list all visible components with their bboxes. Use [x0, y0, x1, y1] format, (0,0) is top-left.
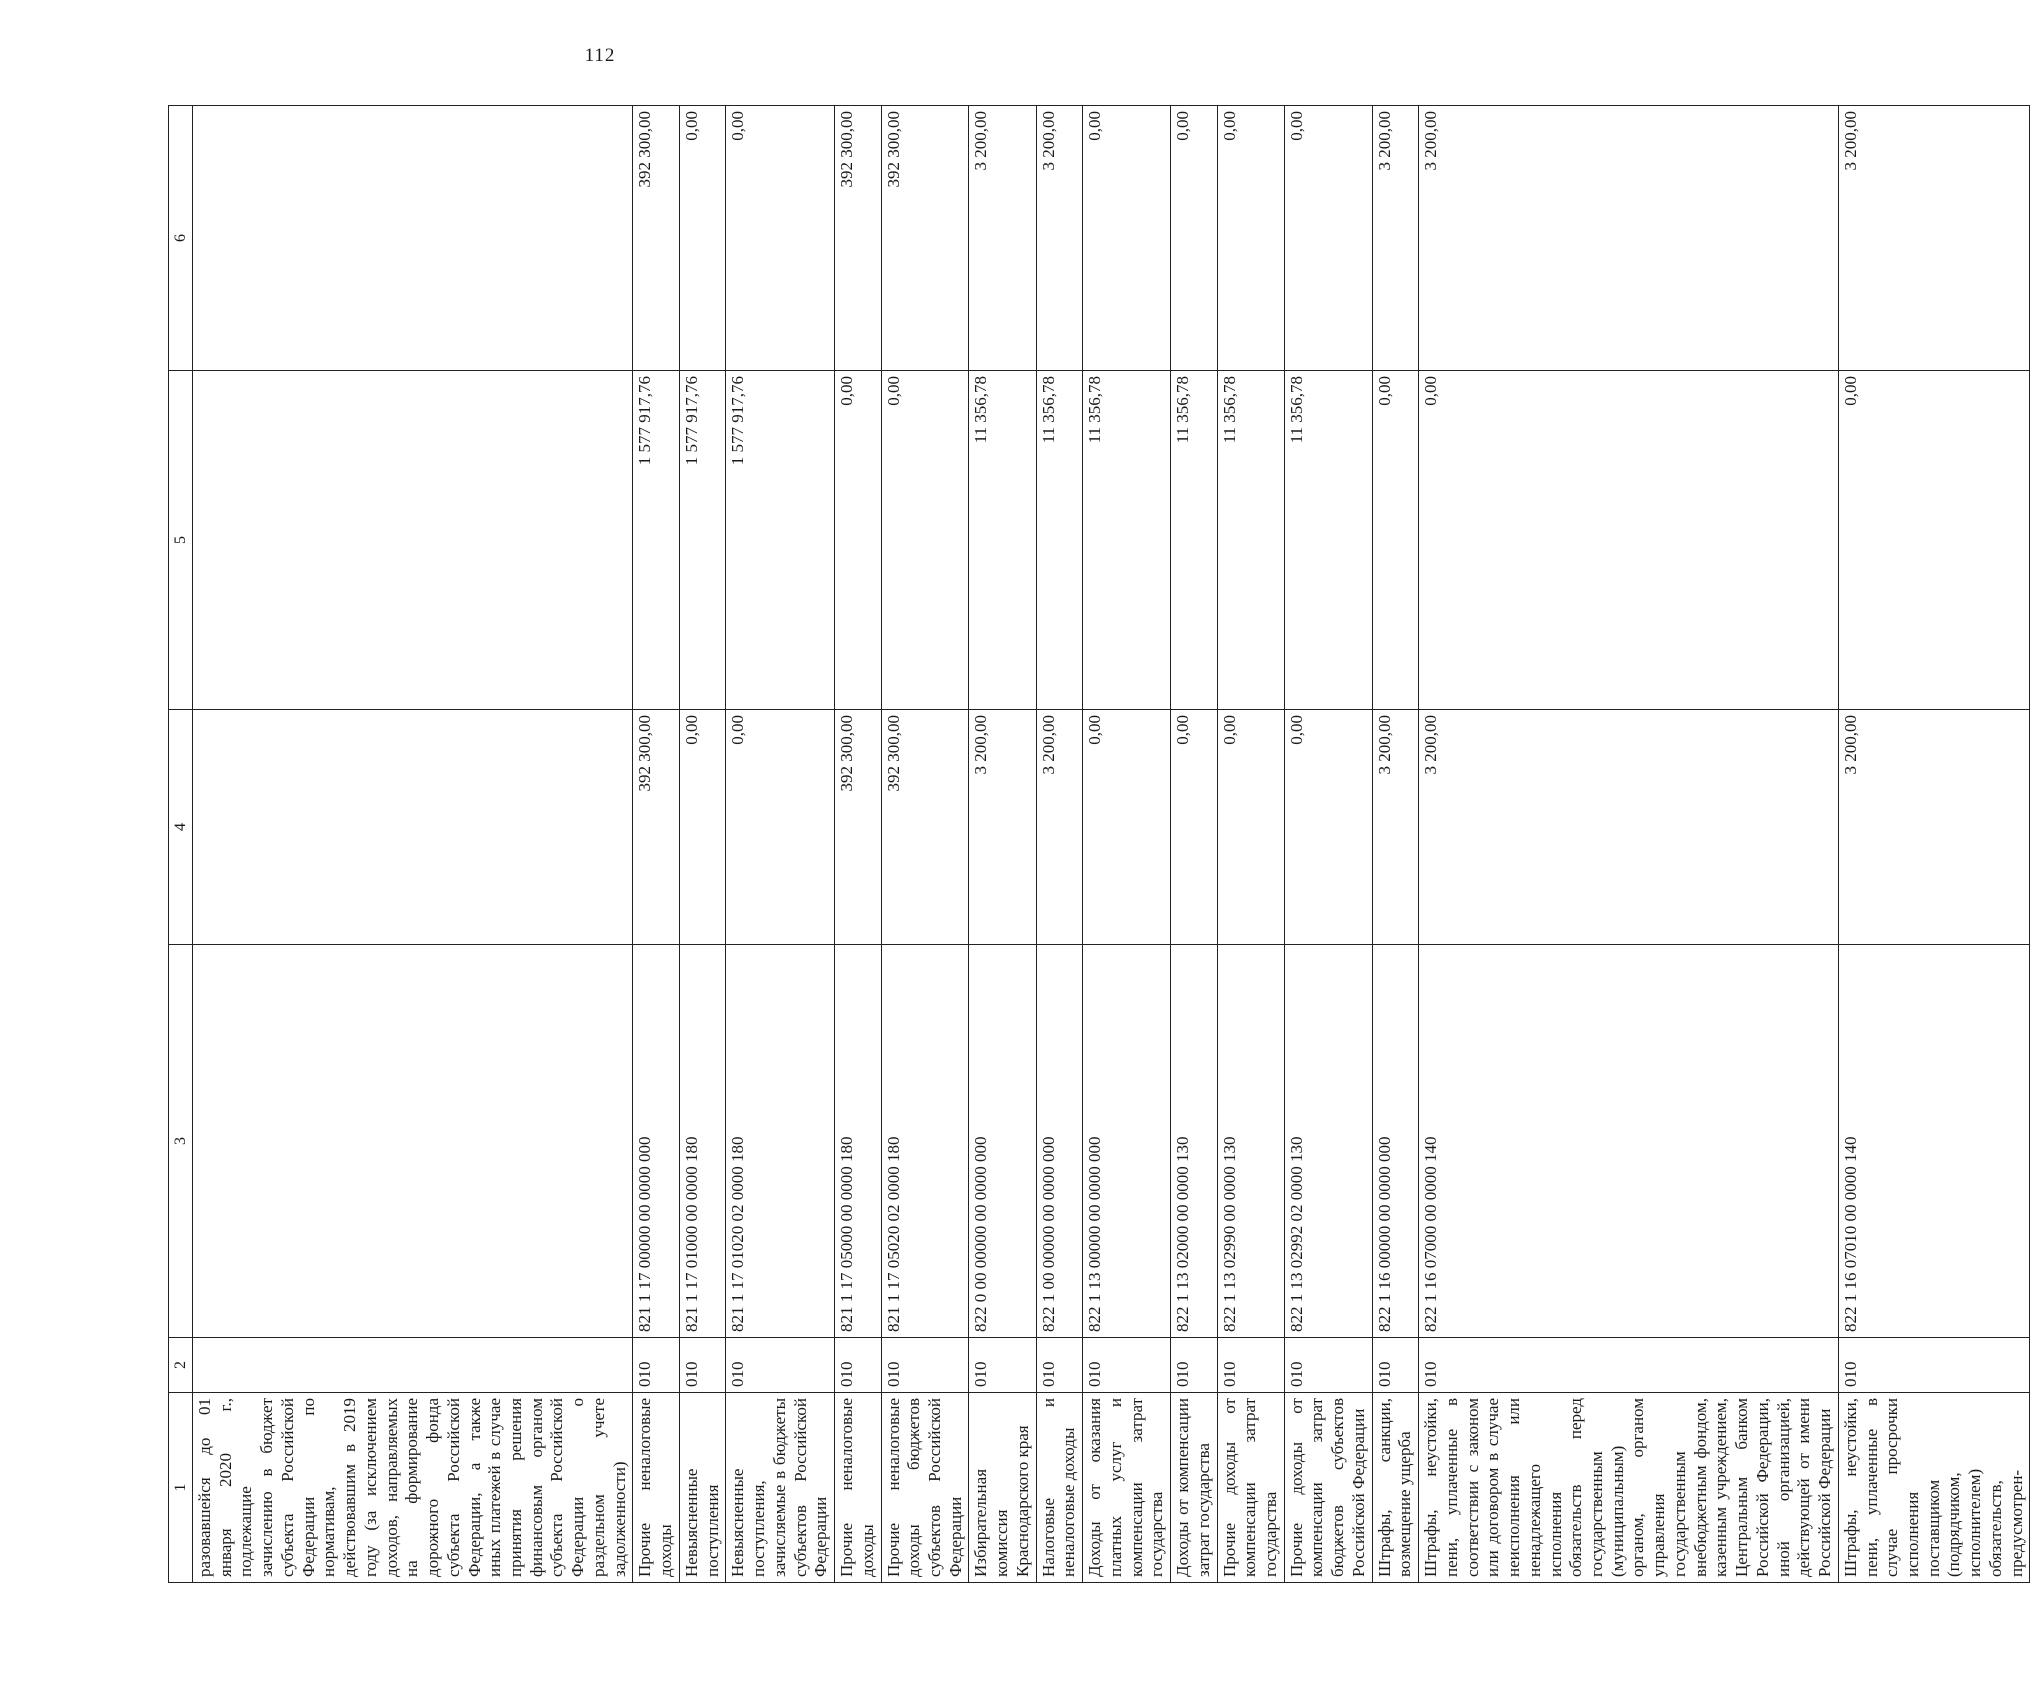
row-name-cell: разовавшейся до 01 января 2020 г., подлежащие зачислению в бюджет субъекта Российской Федерации по нормативам, действовавшим в 2019 году (за исключением доходов, направляемых на формирование дорожного фонда субъекта Российской Федерации, а также иных платежей в случае принятия решения финансовым органом субъекта Российской Федерации о раздельном учете задолженности) — [193, 1393, 633, 1583]
row-col5-cell: 0,00 — [1419, 371, 1839, 710]
row-code-cell: 010 — [1419, 1338, 1839, 1393]
page-number: 112 — [584, 45, 616, 66]
row-col4-cell: 0,00 — [679, 710, 725, 945]
table-row — [835, 106, 881, 1583]
row-col6-cell: 0,00 — [679, 106, 725, 371]
row-col5-cell: 11 356,78 — [1284, 371, 1372, 710]
header-cell: 2 — [169, 1338, 193, 1393]
row-col5-cell: 11 356,78 — [969, 371, 1036, 710]
revenue-table — [168, 105, 2030, 1583]
row-code-cell: 010 — [1838, 1338, 2030, 1393]
row-name-cell: Прочие доходы от компенсации затрат государства — [1217, 1393, 1284, 1583]
table-row — [1083, 106, 1171, 1583]
header-cell: 3 — [169, 945, 193, 1338]
row-kbk-cell: 821 1 17 05000 00 0000 180 — [835, 945, 881, 1338]
row-code-cell: 010 — [726, 1338, 835, 1393]
row-code-cell: 010 — [1372, 1338, 1418, 1393]
row-col4-cell: 3 200,00 — [1036, 710, 1082, 945]
table-row — [193, 106, 633, 1583]
row-name-cell: Прочие неналоговые доходы — [835, 1393, 881, 1583]
row-col6-cell: 0,00 — [726, 106, 835, 371]
row-col5-cell — [193, 371, 633, 710]
row-name-cell: Прочие неналоговые доходы — [633, 1393, 679, 1583]
table-row — [1838, 106, 2030, 1583]
row-col5-cell: 11 356,78 — [1036, 371, 1082, 710]
header-cell: 5 — [169, 371, 193, 710]
row-code-cell — [193, 1338, 633, 1393]
row-code-cell: 010 — [881, 1338, 969, 1393]
table-row — [1217, 106, 1284, 1583]
row-col6-cell: 0,00 — [1083, 106, 1171, 371]
row-code-cell: 010 — [969, 1338, 1036, 1393]
row-name-cell: Доходы от оказания платных услуг и компенсации затрат государства — [1083, 1393, 1171, 1583]
row-code-cell: 010 — [1284, 1338, 1372, 1393]
row-kbk-cell: 821 1 17 01000 00 0000 180 — [679, 945, 725, 1338]
table-row — [726, 106, 835, 1583]
row-col6-cell: 3 200,00 — [1419, 106, 1839, 371]
row-col4-cell: 0,00 — [1171, 710, 1217, 945]
row-kbk-cell — [193, 945, 633, 1338]
row-code-cell: 010 — [679, 1338, 725, 1393]
row-col4-cell — [193, 710, 633, 945]
row-name-cell: Доходы от компенсации затрат государства — [1171, 1393, 1217, 1583]
row-col6-cell: 392 300,00 — [881, 106, 969, 371]
row-col5-cell: 11 356,78 — [1171, 371, 1217, 710]
row-name-cell: Невыясненные поступления, зачисляемые в бюджеты субъектов Российской Федерации — [726, 1393, 835, 1583]
row-col5-cell: 1 577 917,76 — [726, 371, 835, 710]
row-code-cell: 010 — [835, 1338, 881, 1393]
table-row — [1284, 106, 1372, 1583]
row-kbk-cell: 822 0 00 00000 00 0000 000 — [969, 945, 1036, 1338]
row-kbk-cell: 822 1 13 02992 02 0000 130 — [1284, 945, 1372, 1338]
row-name-cell: Штрафы, неустойки, пени, уплаченные в случае просрочки исполнения поставщиком (подрядчиком, исполнителем) обязательств, предусмотрен- — [1838, 1393, 2030, 1583]
row-code-cell: 010 — [1036, 1338, 1082, 1393]
row-name-cell: Штрафы, санкции, возмещение ущерба — [1372, 1393, 1418, 1583]
row-code-cell: 010 — [1171, 1338, 1217, 1393]
row-col4-cell: 0,00 — [1083, 710, 1171, 945]
table-row — [881, 106, 969, 1583]
row-col4-cell: 3 200,00 — [1838, 710, 2030, 945]
row-col6-cell: 0,00 — [1217, 106, 1284, 371]
row-code-cell: 010 — [633, 1338, 679, 1393]
row-kbk-cell: 821 1 17 00000 00 0000 000 — [633, 945, 679, 1338]
row-kbk-cell: 822 1 16 00000 00 0000 000 — [1372, 945, 1418, 1338]
row-col6-cell: 3 200,00 — [1036, 106, 1082, 371]
table-row — [679, 106, 725, 1583]
row-col5-cell: 0,00 — [1372, 371, 1418, 710]
row-col4-cell: 392 300,00 — [835, 710, 881, 945]
row-code-cell: 010 — [1217, 1338, 1284, 1393]
row-col5-cell: 0,00 — [835, 371, 881, 710]
row-col6-cell — [193, 106, 633, 371]
row-col5-cell: 11 356,78 — [1217, 371, 1284, 710]
row-kbk-cell: 822 1 16 07010 00 0000 140 — [1838, 945, 2030, 1338]
row-col5-cell: 1 577 917,76 — [633, 371, 679, 710]
header-cell: 6 — [169, 106, 193, 371]
row-kbk-cell: 822 1 16 07000 00 0000 140 — [1419, 945, 1839, 1338]
row-col4-cell: 0,00 — [726, 710, 835, 945]
row-col6-cell: 3 200,00 — [969, 106, 1036, 371]
row-col6-cell: 0,00 — [1284, 106, 1372, 371]
row-col4-cell: 0,00 — [1217, 710, 1284, 945]
row-col4-cell: 0,00 — [1284, 710, 1372, 945]
row-col6-cell: 392 300,00 — [835, 106, 881, 371]
row-col6-cell: 0,00 — [1171, 106, 1217, 371]
table-row — [633, 106, 679, 1583]
row-kbk-cell: 821 1 17 01020 02 0000 180 — [726, 945, 835, 1338]
table-row — [1171, 106, 1217, 1583]
row-name-cell: Прочие неналоговые доходы бюджетов субъектов Российской Федерации — [881, 1393, 969, 1583]
row-kbk-cell: 822 1 13 02990 00 0000 130 — [1217, 945, 1284, 1338]
row-col5-cell: 1 577 917,76 — [679, 371, 725, 710]
row-name-cell: Штрафы, неустойки, пени, уплаченные в соответствии с законом или договором в случае неисполнения или ненадлежащего исполнения обязательств перед государственным (муниципальным) органом, органом управления государственным внебюджетным фондом, казенным учреждением, Центральным банком Российской Федерации, иной организацией, действующей от имени Российской Федерации — [1419, 1393, 1839, 1583]
row-col5-cell: 0,00 — [881, 371, 969, 710]
row-col4-cell: 3 200,00 — [1419, 710, 1839, 945]
row-col6-cell: 392 300,00 — [633, 106, 679, 371]
table-row — [1036, 106, 1082, 1583]
rotated-table-container — [168, 106, 2026, 1583]
header-cell: 1 — [169, 1393, 193, 1583]
row-col5-cell: 11 356,78 — [1083, 371, 1171, 710]
table-row — [1372, 106, 1418, 1583]
row-col5-cell: 0,00 — [1838, 371, 2030, 710]
row-name-cell: Невыясненные поступления — [679, 1393, 725, 1583]
table-row — [969, 106, 1036, 1583]
row-col6-cell: 3 200,00 — [1372, 106, 1418, 371]
row-code-cell: 010 — [1083, 1338, 1171, 1393]
header-cell: 4 — [169, 710, 193, 945]
row-name-cell: Прочие доходы от компенсации затрат бюджетов субъектов Российской Федерации — [1284, 1393, 1372, 1583]
row-col4-cell: 3 200,00 — [1372, 710, 1418, 945]
row-name-cell: Налоговые и неналоговые доходы — [1036, 1393, 1082, 1583]
row-col4-cell: 3 200,00 — [969, 710, 1036, 945]
table-row — [1419, 106, 1839, 1583]
row-col4-cell: 392 300,00 — [881, 710, 969, 945]
row-kbk-cell: 822 1 13 02000 00 0000 130 — [1171, 945, 1217, 1338]
row-kbk-cell: 822 1 13 00000 00 0000 000 — [1083, 945, 1171, 1338]
row-col6-cell: 3 200,00 — [1838, 106, 2030, 371]
row-kbk-cell: 821 1 17 05020 02 0000 180 — [881, 945, 969, 1338]
row-kbk-cell: 822 1 00 00000 00 0000 000 — [1036, 945, 1082, 1338]
row-col4-cell: 392 300,00 — [633, 710, 679, 945]
row-name-cell: Избирательная комиссия Краснодарского края — [969, 1393, 1036, 1583]
header-row — [169, 106, 193, 1583]
